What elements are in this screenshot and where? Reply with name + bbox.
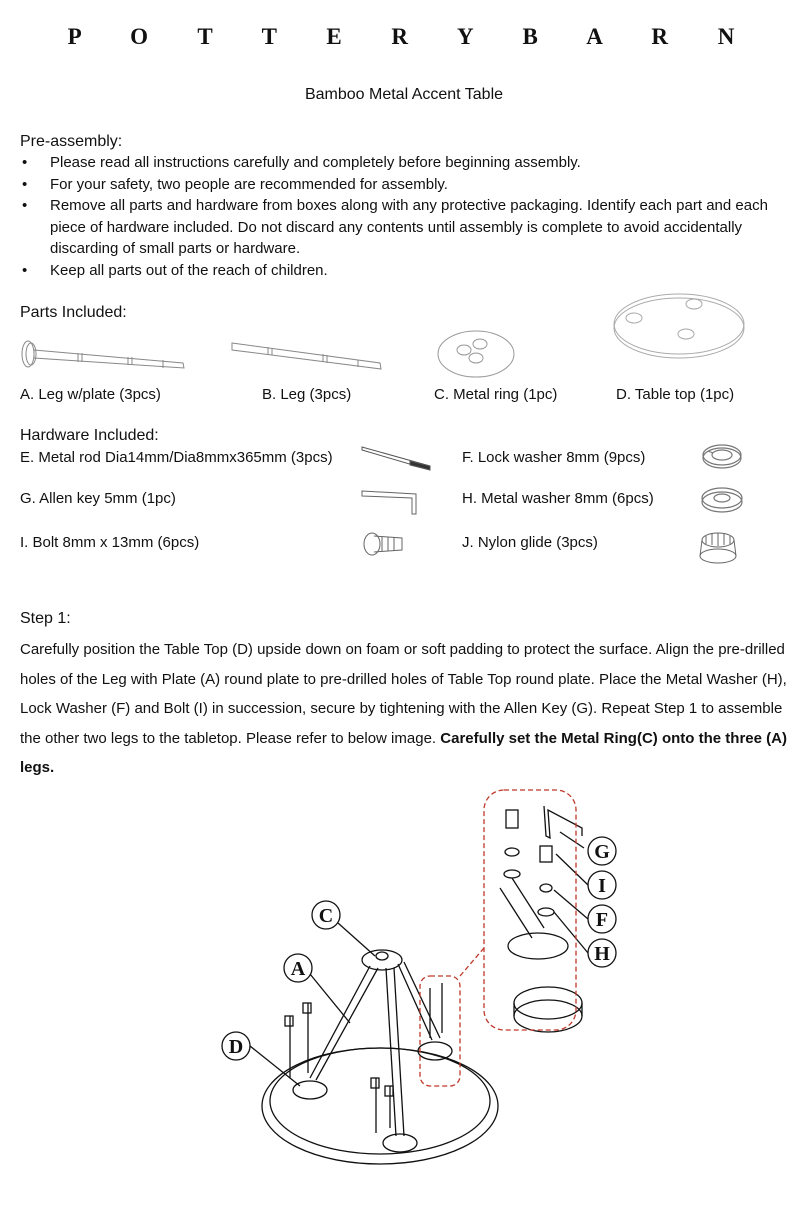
table-top-image: [612, 290, 747, 362]
hardware-f-label: F. Lock washer 8mm (9pcs): [462, 449, 646, 466]
list-item: • For your safety, two people are recommended for assembly.: [20, 174, 796, 196]
product-title: Bamboo Metal Accent Table: [304, 86, 504, 103]
metal-ring-image: [436, 328, 518, 380]
step-1-heading: Step 1:: [20, 610, 71, 627]
allen-key-image: [360, 488, 422, 518]
pre-assembly-list: [20, 152, 796, 281]
hardware-h-label: H. Metal washer 8mm (6pcs): [462, 490, 654, 507]
leg-with-plate-image: [18, 335, 193, 377]
nylon-glide-image: [696, 528, 740, 568]
list-item: • Remove all parts and hardware from boxes along with any protective packaging. Identify each part and each piece of hardware included. Do not discard any contents until assembly is complete to avoid accidentally discarding of small parts or hardware.: [20, 195, 796, 260]
callout-c-label: C: [318, 905, 334, 927]
part-b-label: B. Leg (3pcs): [262, 386, 352, 403]
callout-a-label: A: [290, 958, 306, 980]
part-c-label: C. Metal ring (1pc): [434, 386, 558, 403]
step-1-body: Carefully position the Table Top (D) upside down on foam or soft padding to protect the surface. Align the pre-drilled holes of the Leg with Plate (A) round plate to pre-drilled holes of Table Top round plate. Place the Metal Washer (H), Lock Washer (F) and Bolt (I) in succession, secure by tightening with the Allen Key (G). Repeat Step 1 to assemble the other two legs to the tabletop. Please refer to below image.: [20, 641, 787, 747]
pre-assembly-heading: Pre-assembly:: [20, 133, 123, 150]
step-1-bold-note: Carefully set the Metal Ring(C) onto the three (A) legs.: [20, 729, 787, 776]
lock-washer-image: [700, 443, 744, 469]
hardware-e-label: E. Metal rod Dia14mm/Dia8mmx365mm (3pcs): [20, 449, 333, 466]
hardware-j-label: J. Nylon glide (3pcs): [462, 534, 598, 551]
detail-highlight-box: [484, 790, 576, 1030]
leg-image: [228, 338, 388, 376]
hardware-heading: Hardware Included:: [20, 427, 159, 444]
callout-f-label: F: [595, 909, 609, 931]
callout-g-label: G: [594, 841, 610, 863]
part-d-label: D. Table top (1pc): [616, 386, 735, 403]
metal-rod-image: [360, 444, 435, 474]
parts-heading: Parts Included:: [20, 304, 127, 321]
callout-i-label: I: [598, 875, 606, 897]
assembly-diagram: [210, 788, 630, 1188]
callout-h-label: H: [594, 943, 610, 965]
hardware-g-label: G. Allen key 5mm (1pc): [20, 490, 176, 507]
hardware-i-label: I. Bolt 8mm x 13mm (6pcs): [20, 534, 200, 551]
list-item: • Please read all instructions carefully and completely before beginning assembly.: [20, 152, 796, 174]
joint-highlight-box: [420, 976, 460, 1086]
part-a-label: A. Leg w/plate (3pcs): [20, 386, 161, 403]
step-1-text: [20, 635, 796, 783]
metal-washer-image: [700, 486, 744, 514]
callout-d-label: D: [228, 1036, 244, 1058]
brand-logo: P O T T E R Y B A R N: [67, 24, 757, 49]
list-item: • Keep all parts out of the reach of children.: [20, 260, 796, 282]
bolt-image: [362, 530, 407, 558]
